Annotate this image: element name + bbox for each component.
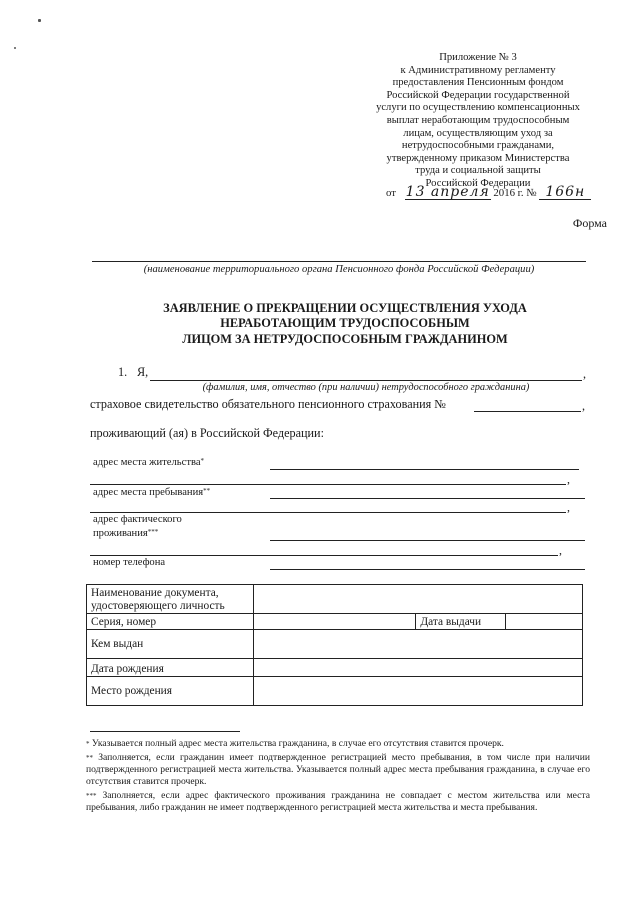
scan-mark (14, 47, 16, 49)
residence-label-text: адрес места жительства (93, 457, 201, 468)
stay-address-label (93, 487, 210, 498)
annex-line: услуги по осуществлению компенсационных (376, 102, 580, 114)
table-row (87, 614, 583, 630)
residence-field-line-2[interactable] (90, 484, 566, 485)
fio-field-line[interactable] (150, 380, 582, 381)
table-row (87, 677, 583, 706)
issue-date-cell[interactable] (506, 614, 583, 630)
comma: , (567, 472, 570, 486)
series-cell[interactable] (253, 614, 416, 630)
actual-field-line-1[interactable] (270, 540, 585, 541)
doc-name-cell[interactable] (253, 585, 582, 614)
footnote-text: Указывается полный адрес места жительства гражданина, в случае его отсутствия ставится прочерк. (91, 738, 504, 749)
handwritten-order-number: 166н (539, 186, 591, 200)
annex-line: Приложение № 3 (439, 52, 517, 63)
issued-by-label: Кем выдан (87, 630, 254, 659)
footnote-mark: ** (203, 487, 211, 495)
table-row (87, 630, 583, 659)
birth-date-label: Дата рождения (87, 659, 254, 677)
doc-name-line-1: Наименование документа, (91, 587, 219, 599)
document-title (90, 301, 600, 347)
footnote-1 (86, 738, 590, 750)
annex-line: утвержденному приказом Министерства (386, 152, 570, 164)
comma: , (567, 500, 570, 514)
title-line: ЛИЦОМ ЗА НЕТРУДОСПОСОБНЫМ ГРАЖДАНИНОМ (182, 331, 508, 346)
comma: , (559, 543, 562, 557)
date-prefix: от (386, 187, 396, 199)
order-year: 2016 г. № (493, 187, 537, 199)
identity-document-table (86, 584, 583, 706)
footnote-separator (90, 731, 240, 732)
title-line: ЗАЯВЛЕНИЕ О ПРЕКРАЩЕНИИ ОСУЩЕСТВЛЕНИЯ УХОДА (163, 301, 527, 315)
actual-label-text: проживания (93, 528, 148, 539)
birth-place-cell[interactable] (253, 677, 582, 706)
birth-place-label: Место рождения (87, 677, 254, 706)
residence-field-line-1[interactable] (270, 469, 579, 470)
annex-line: Российской Федерации государственной (386, 89, 570, 101)
annex-line: Российской Федерации (425, 177, 531, 189)
annex-header (352, 52, 604, 191)
organ-hint: (наименование территориального органа Пенсионного фонда Российской Федерации) (143, 264, 535, 275)
comma: , (582, 399, 586, 413)
issue-date-label: Дата выдачи (416, 614, 506, 630)
annex-line: лицам, осуществляющим уход за (403, 127, 553, 139)
phone-label: номер телефона (93, 557, 166, 568)
snils-label: страховое свидетельство обязательного пенсионного страхования № (90, 397, 446, 411)
scan-mark (38, 19, 41, 22)
handwritten-date: 13 апреля (405, 184, 490, 200)
actual-address-label-2 (93, 528, 158, 539)
footnote-mark: *** (86, 792, 97, 800)
stay-label-text: адрес места пребывания (93, 487, 204, 498)
comma: , (583, 367, 587, 381)
fio-hint: (фамилия, имя, отчество (при наличии) нетрудоспособного гражданина) (202, 382, 530, 393)
footnote-3 (86, 790, 590, 814)
stay-field-line-2[interactable] (90, 512, 566, 513)
snils-field-line[interactable] (474, 411, 581, 412)
table-row (87, 585, 583, 614)
actual-field-line-2[interactable] (90, 555, 558, 556)
section-number: 1. (118, 365, 128, 379)
birth-date-cell[interactable] (253, 659, 582, 677)
stay-field-line-1[interactable] (270, 498, 585, 499)
series-label: Серия, номер (87, 614, 254, 630)
footnote-mark: ** (86, 754, 93, 762)
title-line: НЕРАБОТАЮЩИМ ТРУДОСПОСОБНЫМ (220, 316, 470, 331)
footnote-mark: * (200, 457, 205, 465)
issued-by-cell[interactable] (253, 630, 582, 659)
residing-label: проживающий (ая) в Российской Федерации: (90, 426, 324, 440)
footnote-mark: *** (147, 528, 159, 536)
organ-field-line[interactable] (92, 261, 586, 262)
footnote-text: Заполняется, если адрес фактического проживания гражданина не совпадает с местом жительства или места пребывания, либо гражданин не имеет подтвержденного регистрацией места жительства и места пребывания. (86, 790, 590, 814)
annex-line: выплат неработающим трудоспособным (386, 114, 570, 126)
form-label: Форма (572, 216, 607, 230)
doc-name-line-2: удостоверяющего личность (91, 600, 225, 612)
footnote-2 (86, 752, 590, 789)
ya-label: Я, (137, 365, 149, 379)
table-row (87, 659, 583, 677)
annex-line: предоставления Пенсионным фондом (392, 77, 564, 89)
residence-address-label (93, 457, 204, 468)
order-date-row (386, 186, 626, 200)
doc-name-label (87, 585, 254, 614)
annex-line: труда и социальной защиты (415, 165, 541, 177)
annex-line: нетрудоспособными гражданами, (401, 140, 555, 152)
footnote-mark: * (86, 740, 90, 748)
phone-field-line[interactable] (270, 569, 585, 570)
annex-line: к Административному регламенту (400, 64, 556, 76)
actual-address-label: адрес фактического (93, 514, 182, 525)
footnote-text: Заполняется, если гражданин имеет подтвержденное регистрацией место пребывания, в том числе при наличии подтвержденного регистрацией места жительства. Указывается полный адрес места пребывания гражданина, в случае его отсутствия ставится прочерк. (86, 752, 590, 788)
